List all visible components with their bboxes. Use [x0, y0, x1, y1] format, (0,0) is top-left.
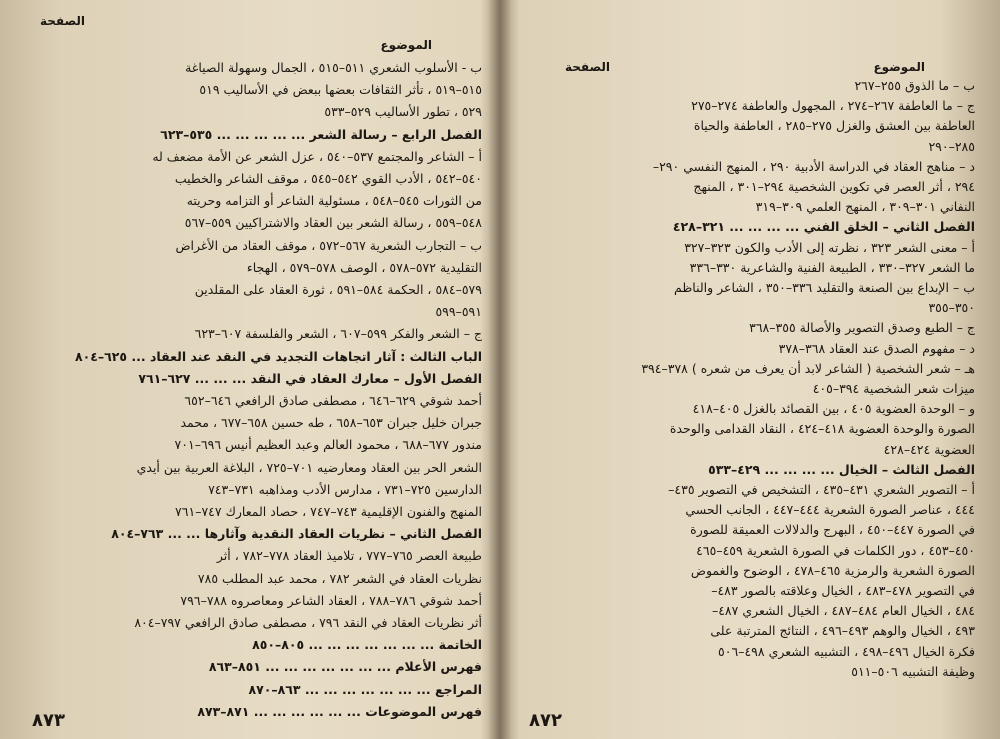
toc-line: ب – الإبداع بين الصنعة والتقليد ٣٣٦–٣٥٠ ، الشاعر والناظم	[674, 280, 975, 295]
toc-line: أحمد شوقي ٧٨٦–٧٨٨ ، العقاد الشاعر ومعاصروه ٧٨٨–٧٩٦	[180, 592, 482, 608]
toc-line: في التصوير ٤٧٨–٤٨٣ ، الخيال وعلاقته بالصور ٤٨٣–	[711, 583, 975, 598]
toc-line: الصورة والوحدة العضوية ٤١٨–٤٢٤ ، النقاد القدامى والوحدة	[669, 421, 975, 437]
right-page-header-page: الصفحة	[565, 60, 611, 74]
toc-line: ٥٧٩–٥٨٤ ، الحكمة ٥٨٤–٥٩١ ، ثورة العقاد على المقلدين	[194, 282, 482, 297]
toc-line: ٥٢٩ ، تطور الأساليب ٥٢٩–٥٣٣	[324, 104, 482, 120]
toc-line: ٤٩٣ ، الخيال والوهم ٤٩٣–٤٩٦ ، النتائج المترتبة على	[710, 623, 975, 639]
toc-line: العضوية ٤٢٤–٤٢٨	[883, 441, 975, 457]
toc-line: ٢٨٥–٢٩٠	[928, 138, 975, 154]
toc-line: الفصل الرابع – رسالة الشعر ... ... ... ... ... ٥٣٥–٦٢٣	[160, 126, 482, 142]
toc-line: الشعر الحر بين العقاد ومعارضيه ٧٠١–٧٢٥ ، البلاغة العربية بين أيدي	[136, 459, 482, 475]
toc-line: مندور ٦٧٧–٦٨٨ ، محمود العالم وعبد العظيم أنيس ٦٩٦–٧٠١	[174, 437, 482, 453]
toc-line: ٥٤٠–٥٤٢ ، الأدب القوي ٥٤٢–٥٤٥ ، موقف الشاعر والخطيب	[174, 171, 482, 186]
toc-line: الفصل الثاني – نظريات العقاد النقدية وآثارها ... ... ٧٦٣–٨٠٤	[111, 526, 482, 542]
toc-line: المنهج والفنون الإقليمية ٧٤٣–٧٤٧ ، حصاد المعارك ٧٤٧–٧٦١	[175, 504, 482, 519]
toc-line: الخاتمة ... ... ... ... ... ... ... ٨٠٥–٨٥٠	[252, 637, 482, 653]
toc-line: ٤٤٤ ، عناصر الصورة الشعرية ٤٤٤–٤٤٧ ، الجانب الحسي	[685, 502, 975, 518]
book-gutter	[488, 0, 512, 739]
toc-line: في الصورة ٤٤٧–٤٥٠ ، البهرج والدلالات العميقة للصورة	[690, 522, 975, 538]
left-page-header-topic: الموضوع	[380, 38, 432, 52]
toc-line: أ – الشاعر والمجتمع ٥٣٧–٥٤٠ ، عزل الشعر عن الأمة مضعف له	[152, 148, 482, 164]
toc-line: هـ – شعر الشخصية ( الشاعر لابد أن يعرف من شعره ) ٣٧٨–٣٩٤	[641, 360, 975, 376]
toc-line: أحمد شوقي ٦٢٩–٦٤٦ ، مصطفى صادق الرافعي ٦٤٦–٦٥٢	[184, 393, 482, 408]
toc-line: ٢٩٤ ، أثر العصر في تكوين الشخصية ٢٩٤–٣٠١ ، المنهج	[693, 179, 975, 194]
right-page	[525, 0, 975, 739]
toc-line: ٥٩١–٥٩٩	[435, 304, 482, 320]
toc-line: فكرة الخيال ٤٩٦–٤٩٨ ، التشبيه الشعري ٤٩٨–٥٠٦	[718, 643, 975, 659]
toc-line: التقليدية ٥٧٢–٥٧٨ ، الوصف ٥٧٨–٥٧٩ ، الهجاء	[246, 259, 482, 275]
toc-line: ٥٤٨–٥٥٩ ، رسالة الشعر بين العقاد والاشتراكيين ٥٥٩–٥٦٧	[184, 215, 482, 231]
toc-line: المراجع ... ... ... ... ... ... ... ٨٦٣–٨٧٠	[248, 681, 482, 697]
toc-line: أ – معنى الشعر ٣٢٣ ، نظرته إلى الأدب والكون ٣٢٣–٣٢٧	[684, 239, 975, 255]
left-page-number: ٨٧٣	[32, 710, 65, 731]
toc-line: ج – الشعر والفكر ٥٩٩–٦٠٧ ، الشعر والفلسفة ٦٠٧–٦٢٣	[194, 326, 482, 342]
toc-line: العاطفة بين العشق والغزل ٢٧٥–٢٨٥ ، العاطفة والحياة	[693, 118, 975, 134]
toc-line: د – مناهج العقاد في الدراسة الأدبية ٢٩٠ ، المنهج النفسي ٢٩٠–	[652, 158, 975, 174]
toc-line: ٤٥٠–٤٥٣ ، دور الكلمات في الصورة الشعرية ٤٥٩–٤٦٥	[696, 542, 975, 558]
toc-line: ب - الأسلوب الشعري ٥١١–٥١٥ ، الجمال وسهولة الصياغة	[185, 60, 482, 75]
toc-line: نظريات العقاد في الشعر ٧٨٢ ، محمد عبد المطلب ٧٨٥	[197, 570, 482, 586]
toc-line: و – الوحدة العضوية ٤٠٥ ، بين القصائد بالغزل ٤٠٥–٤١٨	[692, 401, 975, 417]
toc-line: ج – ما العاطفة ٢٦٧–٢٧٤ ، المجهول والعاطفة ٢٧٤–٢٧٥	[691, 98, 975, 114]
toc-line: الفصل الثالث – الخيال ... ... ... ... ٤٢٩–٥٣٣	[708, 461, 975, 477]
toc-line: وظيفة التشبيه ٥٠٦–٥١١	[851, 663, 975, 679]
left-page-header-page: الصفحة	[40, 14, 86, 28]
toc-line: أ – التصوير الشعري ٤٣١–٤٣٥ ، التشخيص في التصوير ٤٣٥–	[668, 482, 975, 497]
toc-line: ج – الطبع وصدق التصوير والأصالة ٣٥٥–٣٦٨	[749, 320, 975, 336]
toc-line: فهرس الأعلام ... ... ... ... ... ... ... ٨٥١–٨٦٣	[208, 659, 482, 675]
right-page-header-topic: الموضوع	[873, 60, 925, 74]
toc-line: ب – ما الذوق ٢٥٥–٢٦٧	[854, 78, 975, 93]
toc-line: ما الشعر ٣٢٧–٣٣٠ ، الطبيعة الفنية والشاعرية ٣٣٠–٣٣٦	[689, 259, 975, 275]
toc-line: جبران خليل جبران ٦٥٣–٦٥٨ ، طه حسين ٦٥٨–٦٧٧ ، محمد	[180, 415, 482, 431]
right-page-number: ٨٧٢	[529, 710, 562, 731]
toc-line: الدارسين ٧٢٥–٧٣١ ، مدارس الأدب ومذاهبه ٧٣١–٧٤٣	[208, 481, 482, 497]
toc-line: طبيعة العصر ٧٦٥–٧٧٧ ، تلاميذ العقاد ٧٧٨–٧٨٢ ، أثر	[216, 548, 482, 564]
toc-line: ب – التجارب الشعرية ٥٦٧–٥٧٢ ، موقف العقاد من الأغراض	[175, 237, 482, 253]
toc-line: ٤٨٤ ، الخيال العام ٤٨٤–٤٨٧ ، الخيال الشعري ٤٨٧–	[711, 603, 975, 619]
toc-line: الصورة الشعرية والرمزية ٤٦٥–٤٧٨ ، الوضوح والغموض	[690, 562, 975, 578]
toc-line: فهرس الموضوعات ... ... ... ... ... ... ٨٧١–٨٧٣	[197, 703, 482, 719]
toc-line: د – مفهوم الصدق عند العقاد ٣٦٨–٣٧٨	[778, 340, 975, 356]
toc-line: ٥١٥–٥١٩ ، تأثر الثقافات بعضها ببعض في الأساليب ٥١٩	[199, 82, 482, 98]
toc-line: أثر نظريات العقاد في النقد ٧٩٦ ، مصطفى صادق الرافعي ٧٩٧–٨٠٤	[134, 615, 482, 630]
left-page	[30, 0, 482, 739]
toc-line: النفاني ٣٠١–٣٠٩ ، المنهج العلمي ٣٠٩–٣١٩	[755, 199, 975, 215]
toc-line: من الثورات ٥٤٥–٥٤٨ ، مسئولية الشاعر أو التزامه وحريته	[186, 193, 482, 209]
toc-line: ٣٥٠–٣٥٥	[928, 300, 975, 316]
toc-line: الباب الثالث : آثار اتجاهات التجديد في النقد عند العقاد ... ٦٢٥–٨٠٤	[74, 348, 482, 364]
toc-line: ميزات شعر الشخصية ٣٩٤–٤٠٥	[812, 381, 975, 396]
toc-line: الفصل الأول – معارك العقاد في النقد ... ... ... ٦٢٧–٧٦١	[138, 370, 482, 386]
toc-line: الفصل الثاني – الخلق الفني ... ... ... ... ٣٢١–٤٢٨	[672, 219, 975, 235]
